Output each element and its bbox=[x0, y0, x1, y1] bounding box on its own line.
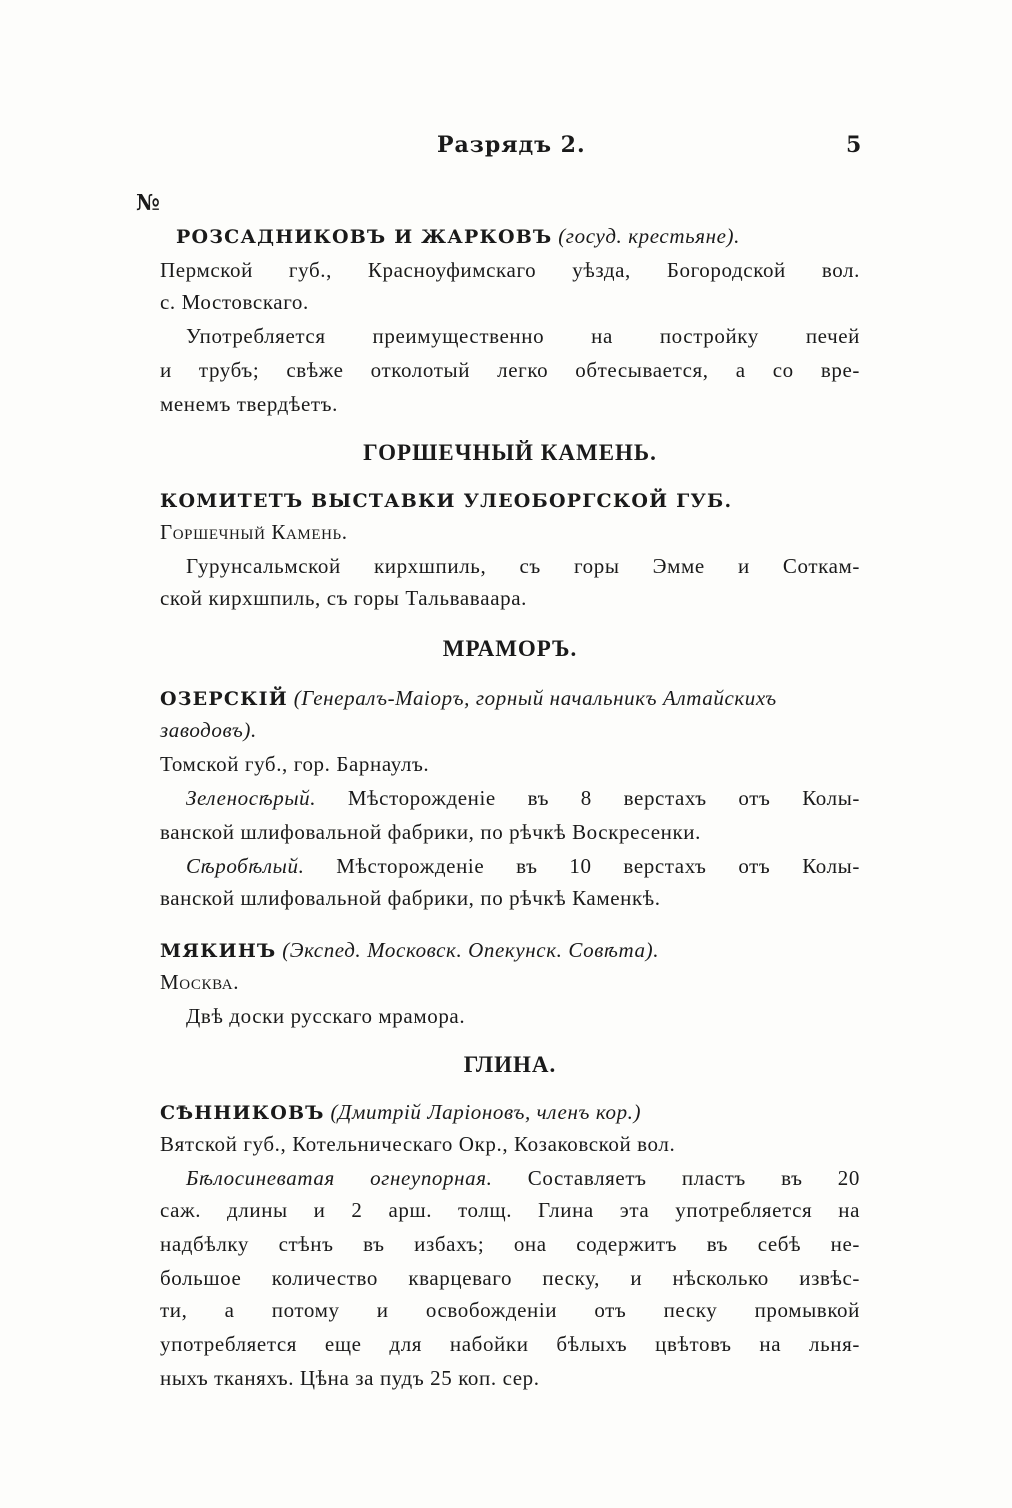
number-sign: № bbox=[136, 190, 160, 216]
item-name: Горшечный Камень. bbox=[160, 520, 348, 544]
description-line: надбѣлку стѣнъ въ избахъ; она содержитъ въ себѣ не- bbox=[160, 1232, 860, 1256]
entry-ozerskiy bbox=[160, 684, 860, 713]
description-line: ванской шлифовальной фабрики, по рѣчкѣ Воскресенки. bbox=[160, 820, 701, 844]
exhibitor-note-cont: заводовъ). bbox=[160, 718, 257, 742]
variety-text: Мѣсторожденіе въ 10 верстахъ отъ Колы- bbox=[336, 854, 860, 878]
description-line: Гурунсальмской кирхшпиль, съ горы Эмме и Соткам- bbox=[186, 554, 860, 578]
variety-line bbox=[186, 784, 860, 812]
description-line: саж. длины и 2 арш. толщ. Глина эта употребляется на bbox=[160, 1198, 860, 1222]
exhibitor-name: КОМИТЕТЪ ВЫСТАВКИ УЛЕОБОРГСКОЙ ГУБ. bbox=[160, 490, 733, 512]
location-line: Томской губ., гор. Барнаулъ. bbox=[160, 752, 430, 776]
variety-line bbox=[186, 852, 860, 880]
entry-myakin bbox=[160, 936, 860, 965]
description-line: употребляется еще для набойки бѣлыхъ цвѣтовъ на льня- bbox=[160, 1332, 860, 1356]
description-line: ванской шлифовальной фабрики, по рѣчкѣ Каменкѣ. bbox=[160, 886, 661, 910]
section-heading-clay: ГЛИНА. bbox=[463, 1052, 557, 1077]
description-line: ти, а потому и освобожденіи отъ песку промывкой bbox=[160, 1298, 860, 1322]
entry-rozsadnikov bbox=[176, 222, 876, 251]
exhibitor-name: МЯКИНЪ bbox=[160, 940, 277, 962]
exhibitor-note: (Экспед. Московск. Опекунск. Совѣта). bbox=[282, 938, 660, 962]
description-line: Двѣ доски русскаго мрамора. bbox=[186, 1004, 466, 1028]
entry-committee bbox=[160, 486, 860, 515]
description-line: ныхъ тканяхъ. Цѣна за пудъ 25 коп. сер. bbox=[160, 1366, 540, 1390]
page-number: 5 bbox=[846, 132, 862, 158]
exhibitor-name: ОЗЕРСКІЙ bbox=[160, 688, 288, 710]
section-heading-potstone: ГОРШЕЧНЫЙ КАМЕНЬ. bbox=[363, 440, 657, 465]
location-line: с. Мостовскаго. bbox=[160, 290, 309, 314]
description-line: и трубъ; свѣже отколотый легко обтесывается, а со вре- bbox=[160, 358, 860, 382]
section-heading-marble: МРАМОРЪ. bbox=[442, 636, 578, 661]
variety-text: Мѣсторожденіе въ 8 верстахъ отъ Колы- bbox=[347, 786, 860, 810]
location-line: Вятской губ., Котельническаго Окр., Козаковской вол. bbox=[160, 1132, 676, 1156]
exhibitor-note: (Дмитрій Ларіоновъ, членъ кор.) bbox=[330, 1100, 642, 1124]
description-line: большое количество кварцеваго песку, и нѣсколько извѣс- bbox=[160, 1266, 860, 1290]
running-title: Разрядъ 2. bbox=[437, 132, 586, 158]
variety-name: Сѣробѣлый. bbox=[186, 854, 305, 878]
variety-text: Составляетъ пластъ въ 20 bbox=[527, 1166, 860, 1190]
exhibitor-name: СѢННИКОВЪ bbox=[160, 1102, 325, 1124]
variety-line bbox=[186, 1164, 860, 1192]
description-line: ской кирхшпиль, съ горы Тальвавaара. bbox=[160, 586, 528, 610]
exhibitor-name: РОЗСАДНИКОВЪ И ЖАРКОВЪ bbox=[176, 226, 553, 248]
exhibitor-note: (Генералъ-Маіоръ, горный начальникъ Алтайскихъ bbox=[293, 686, 777, 710]
location-line: Пермской губ., Красноуфимскаго уѣзда, Богородской вол. bbox=[160, 258, 860, 282]
variety-name: Зеленосѣрый. bbox=[186, 786, 317, 810]
description-line: Употребляется преимущественно на постройку печей bbox=[186, 324, 860, 348]
exhibitor-note: (госуд. крестьяне). bbox=[558, 224, 741, 248]
location-line: Москва. bbox=[160, 970, 240, 994]
variety-name: Бѣлосиневатая огнеупорная. bbox=[186, 1166, 493, 1190]
entry-sennikov bbox=[160, 1098, 860, 1127]
description-line: менемъ твердѣетъ. bbox=[160, 392, 338, 416]
